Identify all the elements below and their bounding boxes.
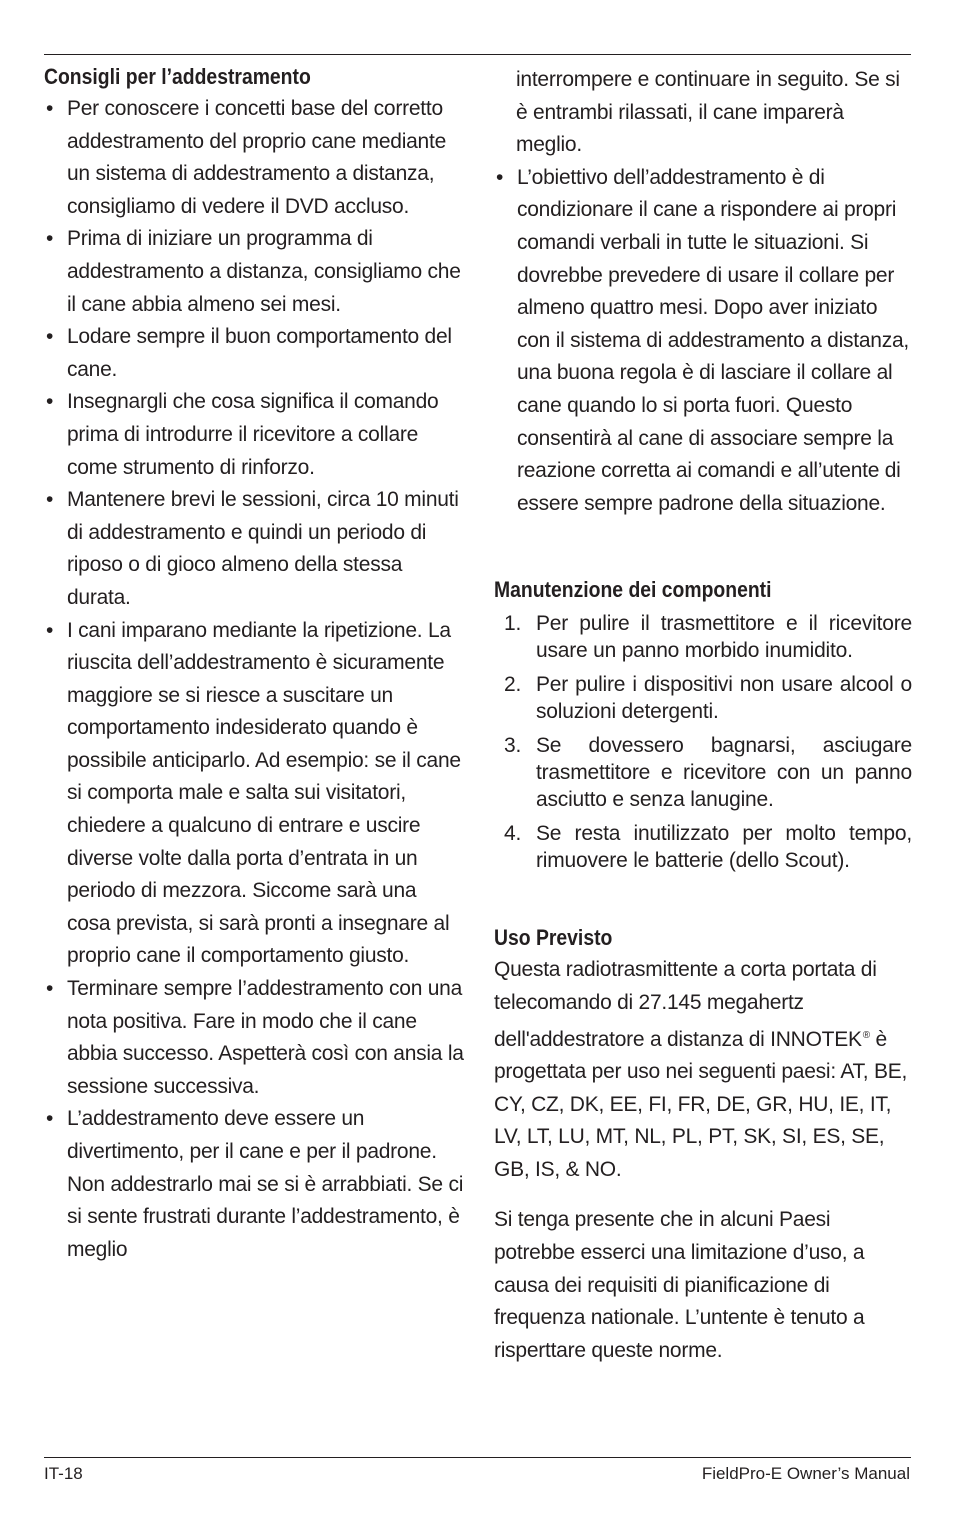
intended-use-heading: Uso Previsto	[494, 925, 613, 951]
tip-continuation: interrompere e continuare in seguito. Se si è entrambi rilassati, il cane imparerà meglio.	[516, 68, 900, 157]
step-text: Se dovessero bagnarsi, asciugare trasmettitore e ricevitore con un panno asciutto e senza lanugine.	[536, 734, 912, 812]
bottom-rule	[44, 1457, 911, 1458]
step-number: 1.	[504, 612, 522, 636]
limitation-paragraph: Si tenga presente che in alcuni Paesi potrebbe esserci una limitazione d’uso, a causa dei requisiti di pianificazione di frequenza nationale. L’untente è tenuto a risperttare queste norme.	[494, 1208, 865, 1362]
top-rule	[44, 54, 911, 55]
tip-item: • L’addestramento deve essere un divertimento, per il cane e per il padrone. Non addestrarlo mai se si è arrabbiati. Se ci si sente frustrati durante l’addestramento, è meglio	[44, 1103, 464, 1266]
tips-list-continued	[494, 162, 912, 521]
maintenance-step	[494, 610, 912, 664]
left-column	[44, 60, 464, 1266]
maintenance-heading: Manutenzione dei componenti	[494, 577, 772, 603]
tip-item: • Prima di iniziare un programma di addestramento a distanza, consigliamo che il cane abbia almeno sei mesi.	[44, 223, 464, 321]
step-text: Per pulire il trasmettitore e il ricevitore usare un panno morbido inumidito.	[536, 612, 912, 663]
tip-item: • Insegnargli che cosa significa il comando prima di introdurre il ricevitore a collare come strumento di rinforzo.	[44, 386, 464, 484]
intended-use-text: Questa radiotrasmittente a corta portata di telecomando di 27.145 megahertz dell'addestratore a distanza di INNOTEK	[494, 958, 877, 1051]
tip-item: • L’obiettivo dell’addestramento è di condizionare il cane a rispondere ai propri comandi verbali in tutte le situazioni. Si dovrebbe prevedere di usare il collare per almeno quattro mesi. Dopo aver iniziato con il sistema di addestramento a distanza, una buona regola è di lasciare il collare al cane quando lo si porta fuori. Questo consentirà al cane di associare sempre la reazione corretta ai comandi e all’utente di essere sempre padrone della situazione.	[494, 162, 912, 521]
registered-mark: ®	[862, 1029, 870, 1041]
step-number: 3.	[504, 734, 522, 758]
maintenance-step	[494, 732, 912, 813]
intended-use-paragraph	[494, 954, 912, 1186]
tip-item: • I cani imparano mediante la ripetizione. La riuscita dell’addestramento è sicuramente maggiore se si riesce a suscitare un comportamento indesiderato quando è possibile anticiparlo. Ad esempio: se il cane si comporta male e salta sui visitatori, chiedere a qualcuno di entrare e uscire diverse volte dalla porta d’entrata in un periodo di mezzora. Siccome sarà una cosa prevista, si sarà pronti a insegnare al proprio cane il comportamento giusto.	[44, 615, 464, 974]
tip-item: • Terminare sempre l’addestramento con una nota positiva. Fare in modo che il cane abbia successo. Aspetterà così con ansia la sessione successiva.	[44, 973, 464, 1103]
maintenance-step	[494, 671, 912, 725]
step-text: Per pulire i dispositivi non usare alcool o soluzioni detergenti.	[536, 673, 912, 724]
tip-item: • Mantenere brevi le sessioni, circa 10 minuti di addestramento e quindi un periodo di riposo o di gioco almeno della stessa durata.	[44, 484, 464, 614]
maintenance-step	[494, 820, 912, 874]
intended-use-text-continued: è progettata per uso nei seguenti paesi: AT, BE, CY, CZ, DK, EE, FI, FR, DE, GR, HU, IE, IT, LV, LT, LU, MT, NL, PL, PT, SK, SI, ES, SE, GB, IS, & NO.	[494, 1027, 908, 1181]
tips-list	[44, 93, 464, 1266]
step-number: 4.	[504, 822, 522, 846]
tips-heading: Consigli per l’addestramento	[44, 64, 311, 89]
maintenance-steps	[494, 610, 912, 874]
step-number: 2.	[504, 673, 522, 697]
tip-item: • Per conoscere i concetti base del corretto addestramento del proprio cane mediante un sistema di addestramento a distanza, consigliamo di vedere il DVD accluso.	[44, 93, 464, 223]
tip-item: • Lodare sempre il buon comportamento del cane.	[44, 321, 464, 386]
manual-title: FieldPro-E Owner’s Manual	[701, 1464, 910, 1483]
page-number: IT-18	[44, 1464, 83, 1483]
right-column	[494, 60, 912, 1367]
step-text: Se resta inutilizzato per molto tempo, rimuovere le batterie (dello Scout).	[536, 822, 912, 873]
